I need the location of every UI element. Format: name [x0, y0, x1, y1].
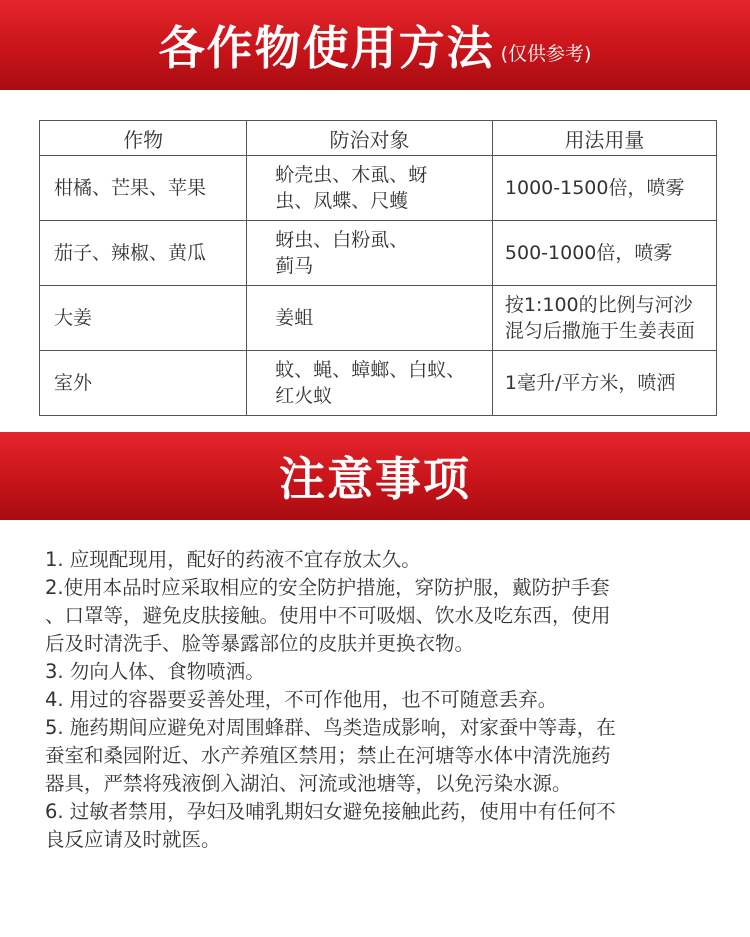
- note-line: 良反应请及时就医。: [45, 828, 221, 851]
- note-line: 器具，严禁将残液倒入湖泊、河流或池塘等，以免污染水源。: [45, 772, 572, 795]
- target-line: 蚜虫、白粉虱、: [275, 229, 409, 251]
- note-line: 3. 勿向人体、食物喷洒。: [45, 660, 265, 683]
- usage-cell: [492, 221, 716, 286]
- target-line: 红火蚁: [275, 385, 333, 407]
- table-header-row: [40, 121, 717, 156]
- header-target: 防治对象: [247, 121, 493, 156]
- usage-subtitle: (仅供参考): [500, 43, 592, 65]
- notes-body: [45, 546, 725, 854]
- usage-line: 500-1000倍，喷雾: [504, 242, 673, 264]
- target-cell: [247, 351, 493, 416]
- target-line: 姜蛆: [275, 307, 314, 329]
- crop-cell: 大姜: [40, 286, 247, 351]
- note-line: 4. 用过的容器要妥善处理，不可作他用，也不可随意丢弃。: [45, 688, 558, 711]
- note-line: 、口罩等，避免皮肤接触。使用中不可吸烟、饮水及吃东西，使用: [45, 604, 611, 627]
- usage-title: 各作物使用方法: [158, 21, 495, 75]
- table-row: [40, 286, 717, 351]
- note-line: 6. 过敏者禁用，孕妇及哺乳期妇女避免接触此药，使用中有任何不: [45, 800, 616, 823]
- usage-line: 1000-1500倍，喷雾: [504, 177, 685, 199]
- target-line: 蚊、蝇、蟑螂、白蚁、: [275, 359, 466, 381]
- table-row: [40, 351, 717, 416]
- note-line: 蚕室和桑园附近、水产养殖区禁用；禁止在河塘等水体中清洗施药: [45, 744, 611, 767]
- usage-line: 按1:100的比例与河沙: [504, 294, 693, 316]
- usage-cell: [492, 351, 716, 416]
- notes-title: 注意事项: [279, 452, 471, 506]
- target-cell: [247, 156, 493, 221]
- target-line: 蚧壳虫、木虱、蚜: [275, 164, 428, 186]
- usage-cell: [492, 286, 716, 351]
- target-line: 虫、凤蝶、尺蠖: [275, 190, 409, 212]
- note-line: 1. 应现配现用，配好的药液不宜存放太久。: [45, 548, 421, 571]
- target-cell: [247, 221, 493, 286]
- crop-cell: 室外: [40, 351, 247, 416]
- note-line: 5. 施药期间应避免对周围蜂群、鸟类造成影响，对家蚕中等毒，在: [45, 716, 616, 739]
- table-row: [40, 221, 717, 286]
- crop-cell: 茄子、辣椒、黄瓜: [40, 221, 247, 286]
- target-cell: [247, 286, 493, 351]
- notes-banner: [0, 432, 750, 520]
- usage-banner: [0, 0, 750, 90]
- header-crop: 作物: [40, 121, 247, 156]
- usage-table: [39, 120, 717, 416]
- usage-line: 混匀后撒施于生姜表面: [504, 320, 695, 342]
- note-line: 2.使用本品时应采取相应的安全防护措施，穿防护服，戴防护手套: [45, 576, 610, 599]
- target-line: 蓟马: [275, 255, 314, 277]
- header-usage: 用法用量: [492, 121, 716, 156]
- crop-cell: 柑橘、芒果、苹果: [40, 156, 247, 221]
- usage-cell: [492, 156, 716, 221]
- note-line: 后及时清洗手、脸等暴露部位的皮肤并更换衣物。: [45, 632, 475, 655]
- usage-line: 1毫升/平方米，喷洒: [504, 372, 676, 394]
- table-row: [40, 156, 717, 221]
